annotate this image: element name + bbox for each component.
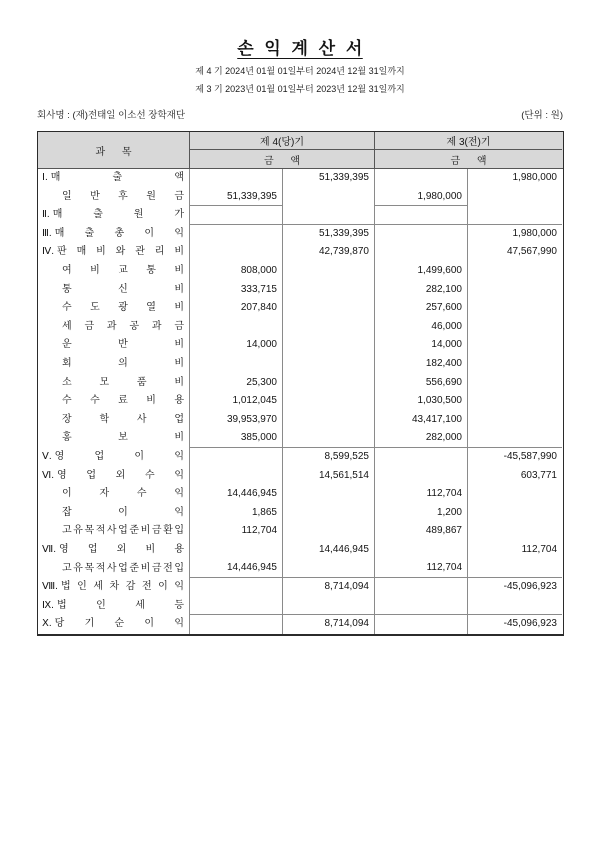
current-detail-cell: 385,000	[190, 429, 283, 448]
account-cell	[38, 522, 190, 541]
prior-total-cell	[468, 597, 562, 616]
prior-total-cell: -45,096,923	[503, 581, 557, 593]
prior-detail-cell: 282,100	[375, 281, 468, 300]
table-row	[38, 336, 563, 355]
table-body	[38, 169, 563, 634]
prior-detail-cell	[375, 597, 468, 616]
current-detail-cell	[190, 615, 283, 634]
account-cell	[38, 541, 190, 560]
current-total-cell	[283, 206, 375, 225]
account-prefix: Ⅲ.	[42, 227, 52, 239]
current-detail-cell: 112,704	[190, 522, 283, 541]
prior-detail-cell	[375, 467, 468, 486]
table-row	[38, 578, 563, 597]
current-detail-cell	[190, 225, 283, 244]
current-total-cell	[283, 597, 375, 616]
account-name: 장 학 사 업	[62, 413, 184, 425]
prior-detail-cell	[375, 243, 468, 262]
prior-total-cell: -45,587,990	[503, 450, 557, 462]
account-cell	[38, 225, 190, 244]
current-total-cell	[283, 411, 375, 430]
prior-total-cell: 1,980,000	[512, 172, 557, 183]
account-name: 운 반 비	[62, 339, 184, 351]
current-total-cell: 8,599,525	[283, 448, 375, 467]
table-row	[38, 411, 563, 430]
prior-total-cell	[468, 262, 562, 281]
account-name: 영 업 이 익	[54, 451, 184, 462]
current-total-cell	[283, 522, 375, 541]
current-total-cell	[283, 392, 375, 411]
account-cell	[38, 318, 190, 337]
prior-total-cell	[468, 522, 562, 541]
current-detail-cell: 39,953,970	[190, 411, 283, 430]
period-line-current: 제 4 기 2024년 01월 01일부터 2024년 12월 31일까지	[195, 66, 405, 76]
period-line-prior: 제 3 기 2023년 01월 01일부터 2023년 12월 31일까지	[195, 84, 405, 94]
current-detail-cell: 51,339,395	[190, 188, 283, 207]
current-detail-cell	[190, 448, 283, 467]
current-total-cell: 51,339,395	[283, 169, 375, 188]
prior-detail-cell: 14,000	[375, 336, 468, 355]
current-detail-cell	[190, 597, 283, 616]
account-prefix: Ⅵ.	[42, 469, 55, 481]
current-detail-cell: 14,000	[190, 336, 283, 355]
prior-detail-cell: 182,400	[375, 355, 468, 374]
account-cell	[38, 355, 190, 374]
account-cell	[38, 467, 190, 486]
account-cell	[38, 559, 190, 578]
prior-detail-cell: 112,704	[375, 559, 468, 578]
prior-detail-cell	[375, 169, 468, 188]
prior-detail-cell: 1,499,600	[375, 262, 468, 281]
prior-detail-cell: 1,980,000	[375, 188, 468, 207]
prior-total-cell: -45,096,923	[503, 618, 557, 630]
account-cell	[38, 392, 190, 411]
table-row	[38, 597, 563, 616]
current-detail-cell	[190, 169, 283, 188]
current-detail-cell: 14,446,945	[190, 559, 283, 578]
income-statement-table	[37, 131, 564, 636]
account-cell	[38, 597, 190, 616]
account-cell	[38, 448, 190, 467]
current-total-cell	[283, 188, 375, 207]
prior-total-cell	[468, 429, 562, 448]
header-account-column: 과 목	[38, 132, 190, 168]
prior-total-cell	[468, 188, 562, 207]
table-row	[38, 448, 563, 467]
prior-detail-cell: 1,200	[375, 504, 468, 523]
table-header	[38, 132, 563, 169]
prior-detail-cell: 46,000	[375, 318, 468, 337]
current-total-cell	[283, 299, 375, 318]
prior-total-cell	[468, 411, 562, 430]
current-detail-cell	[190, 467, 283, 486]
account-name: 통 신 비	[62, 283, 184, 295]
account-name: 매 출 액	[50, 172, 184, 184]
prior-total-cell: 1,980,000	[512, 227, 557, 239]
current-total-cell: 8,714,094	[283, 578, 375, 597]
header-prior-amount: 금 액	[450, 155, 487, 167]
page-title: 손 익 계 산 서	[237, 39, 363, 58]
header-current-amount: 금 액	[190, 150, 375, 168]
prior-detail-cell: 282,000	[375, 429, 468, 448]
account-name: 수 도 광 열 비	[62, 302, 184, 314]
prior-detail-cell: 1,030,500	[375, 392, 468, 411]
current-detail-cell	[190, 355, 283, 374]
current-detail-cell: 25,300	[190, 374, 283, 393]
account-cell	[38, 485, 190, 504]
prior-total-cell	[468, 559, 562, 578]
account-cell	[38, 299, 190, 318]
account-cell	[38, 281, 190, 300]
current-detail-cell: 14,446,945	[190, 485, 283, 504]
account-prefix: Ⅴ.	[42, 451, 52, 462]
table-row	[38, 374, 563, 393]
account-prefix: Ⅸ.	[42, 599, 54, 611]
account-name: 매 출 총 이 익	[54, 227, 184, 239]
account-cell	[38, 243, 190, 262]
prior-detail-cell	[375, 206, 468, 225]
prior-total-cell	[468, 392, 562, 411]
current-total-cell	[283, 429, 375, 448]
current-total-cell	[283, 355, 375, 374]
account-cell	[38, 429, 190, 448]
account-name: 이 자 수 익	[62, 488, 184, 500]
prior-total-cell	[468, 504, 562, 523]
current-total-cell	[283, 485, 375, 504]
account-name: 수 수 료 비 용	[62, 395, 184, 407]
account-cell	[38, 169, 190, 188]
prior-detail-cell	[375, 448, 468, 467]
account-name: 홍 보 비	[62, 432, 184, 444]
prior-total-cell	[468, 318, 562, 337]
account-name: 여 비 교 통 비	[62, 265, 184, 277]
current-total-cell: 14,561,514	[283, 467, 375, 486]
account-prefix: Ⅹ.	[42, 618, 52, 630]
prior-detail-cell: 43,417,100	[375, 411, 468, 430]
company-name-label: 회사명 : (재)전태일 이소선 장학재단	[37, 110, 186, 121]
table-row	[38, 615, 563, 634]
account-prefix: Ⅶ.	[42, 543, 56, 555]
table-row	[38, 522, 563, 541]
current-total-cell	[283, 336, 375, 355]
account-name: 고 유 목 적 사 업 준 비 금 전 입	[62, 562, 184, 574]
table-row	[38, 541, 563, 560]
table-row	[38, 392, 563, 411]
current-detail-cell	[190, 243, 283, 262]
current-detail-cell	[190, 318, 283, 337]
header-prior-period: 제 3(전)기	[375, 132, 562, 150]
current-detail-cell: 1,012,045	[190, 392, 283, 411]
current-total-cell	[283, 262, 375, 281]
prior-total-cell	[468, 299, 562, 318]
account-cell	[38, 188, 190, 207]
prior-total-cell	[468, 336, 562, 355]
prior-total-cell	[468, 485, 562, 504]
current-total-cell	[283, 281, 375, 300]
prior-detail-cell: 112,704	[375, 485, 468, 504]
prior-total-cell: 112,704	[521, 543, 557, 555]
prior-total-cell	[468, 281, 562, 300]
account-name: 당 기 순 이 익	[54, 618, 184, 630]
current-detail-cell: 808,000	[190, 262, 283, 281]
prior-detail-cell	[375, 541, 468, 560]
current-detail-cell: 333,715	[190, 281, 283, 300]
account-name: 소 모 품 비	[62, 376, 184, 388]
current-total-cell	[283, 318, 375, 337]
current-detail-cell	[190, 206, 283, 225]
account-name: 영 업 외 수 익	[57, 469, 184, 481]
meta-row	[37, 107, 563, 121]
account-prefix: Ⅳ.	[42, 246, 55, 258]
account-prefix: Ⅱ.	[42, 209, 50, 221]
table-row	[38, 467, 563, 486]
account-cell	[38, 206, 190, 225]
table-row	[38, 559, 563, 578]
account-name: 영 업 외 비 용	[58, 543, 184, 555]
current-detail-cell: 207,840	[190, 299, 283, 318]
prior-detail-cell	[375, 615, 468, 634]
table-row	[38, 243, 563, 262]
account-prefix: Ⅰ.	[42, 172, 48, 184]
current-total-cell	[283, 374, 375, 393]
account-cell	[38, 336, 190, 355]
account-name: 법 인 세 차 감 전 이 익	[60, 581, 184, 593]
account-name: 세 금 과 공 과 금	[62, 320, 184, 332]
table-row	[38, 485, 563, 504]
current-total-cell: 8,714,094	[283, 615, 375, 634]
account-cell	[38, 504, 190, 523]
current-total-cell	[283, 559, 375, 578]
account-name: 고 유 목 적 사 업 준 비 금 환 입	[62, 525, 184, 537]
account-name: 법 인 세 등	[56, 599, 184, 611]
current-total-cell: 14,446,945	[283, 541, 375, 560]
account-cell	[38, 411, 190, 430]
account-cell	[38, 615, 190, 634]
prior-total-cell: 603,771	[520, 469, 557, 481]
table-row	[38, 429, 563, 448]
account-cell	[38, 374, 190, 393]
current-total-cell: 42,739,870	[283, 243, 375, 262]
account-name: 잡 이 익	[62, 506, 184, 518]
table-row	[38, 225, 563, 244]
prior-detail-cell	[375, 225, 468, 244]
prior-total-cell	[468, 374, 562, 393]
account-name: 매 출 원 가	[52, 209, 184, 221]
account-name: 판 매 비 와 관 리 비	[57, 246, 184, 258]
current-total-cell: 51,339,395	[283, 225, 375, 244]
table-row	[38, 504, 563, 523]
table-row	[38, 262, 563, 281]
prior-detail-cell: 489,867	[375, 522, 468, 541]
prior-detail-cell: 556,690	[375, 374, 468, 393]
prior-total-cell	[468, 206, 562, 225]
current-detail-cell: 1,865	[190, 504, 283, 523]
current-detail-cell	[190, 541, 283, 560]
prior-total-cell	[468, 355, 562, 374]
table-row	[38, 299, 563, 318]
account-cell	[38, 578, 190, 597]
account-name: 일 반 후 원 금	[62, 190, 184, 202]
prior-total-cell: 47,567,990	[506, 246, 557, 258]
table-row	[38, 318, 563, 337]
prior-detail-cell	[375, 578, 468, 597]
current-total-cell	[283, 504, 375, 523]
header-current-period: 제 4(당)기	[190, 132, 375, 150]
table-row	[38, 188, 563, 207]
account-cell	[38, 262, 190, 281]
account-name: 회 의 비	[62, 358, 184, 370]
table-row	[38, 281, 563, 300]
table-row	[38, 355, 563, 374]
account-prefix: Ⅷ.	[42, 581, 58, 593]
current-detail-cell	[190, 578, 283, 597]
currency-unit-label: (단위 : 원)	[521, 110, 563, 121]
table-row	[38, 169, 563, 188]
table-row	[38, 206, 563, 225]
prior-detail-cell: 257,600	[375, 299, 468, 318]
